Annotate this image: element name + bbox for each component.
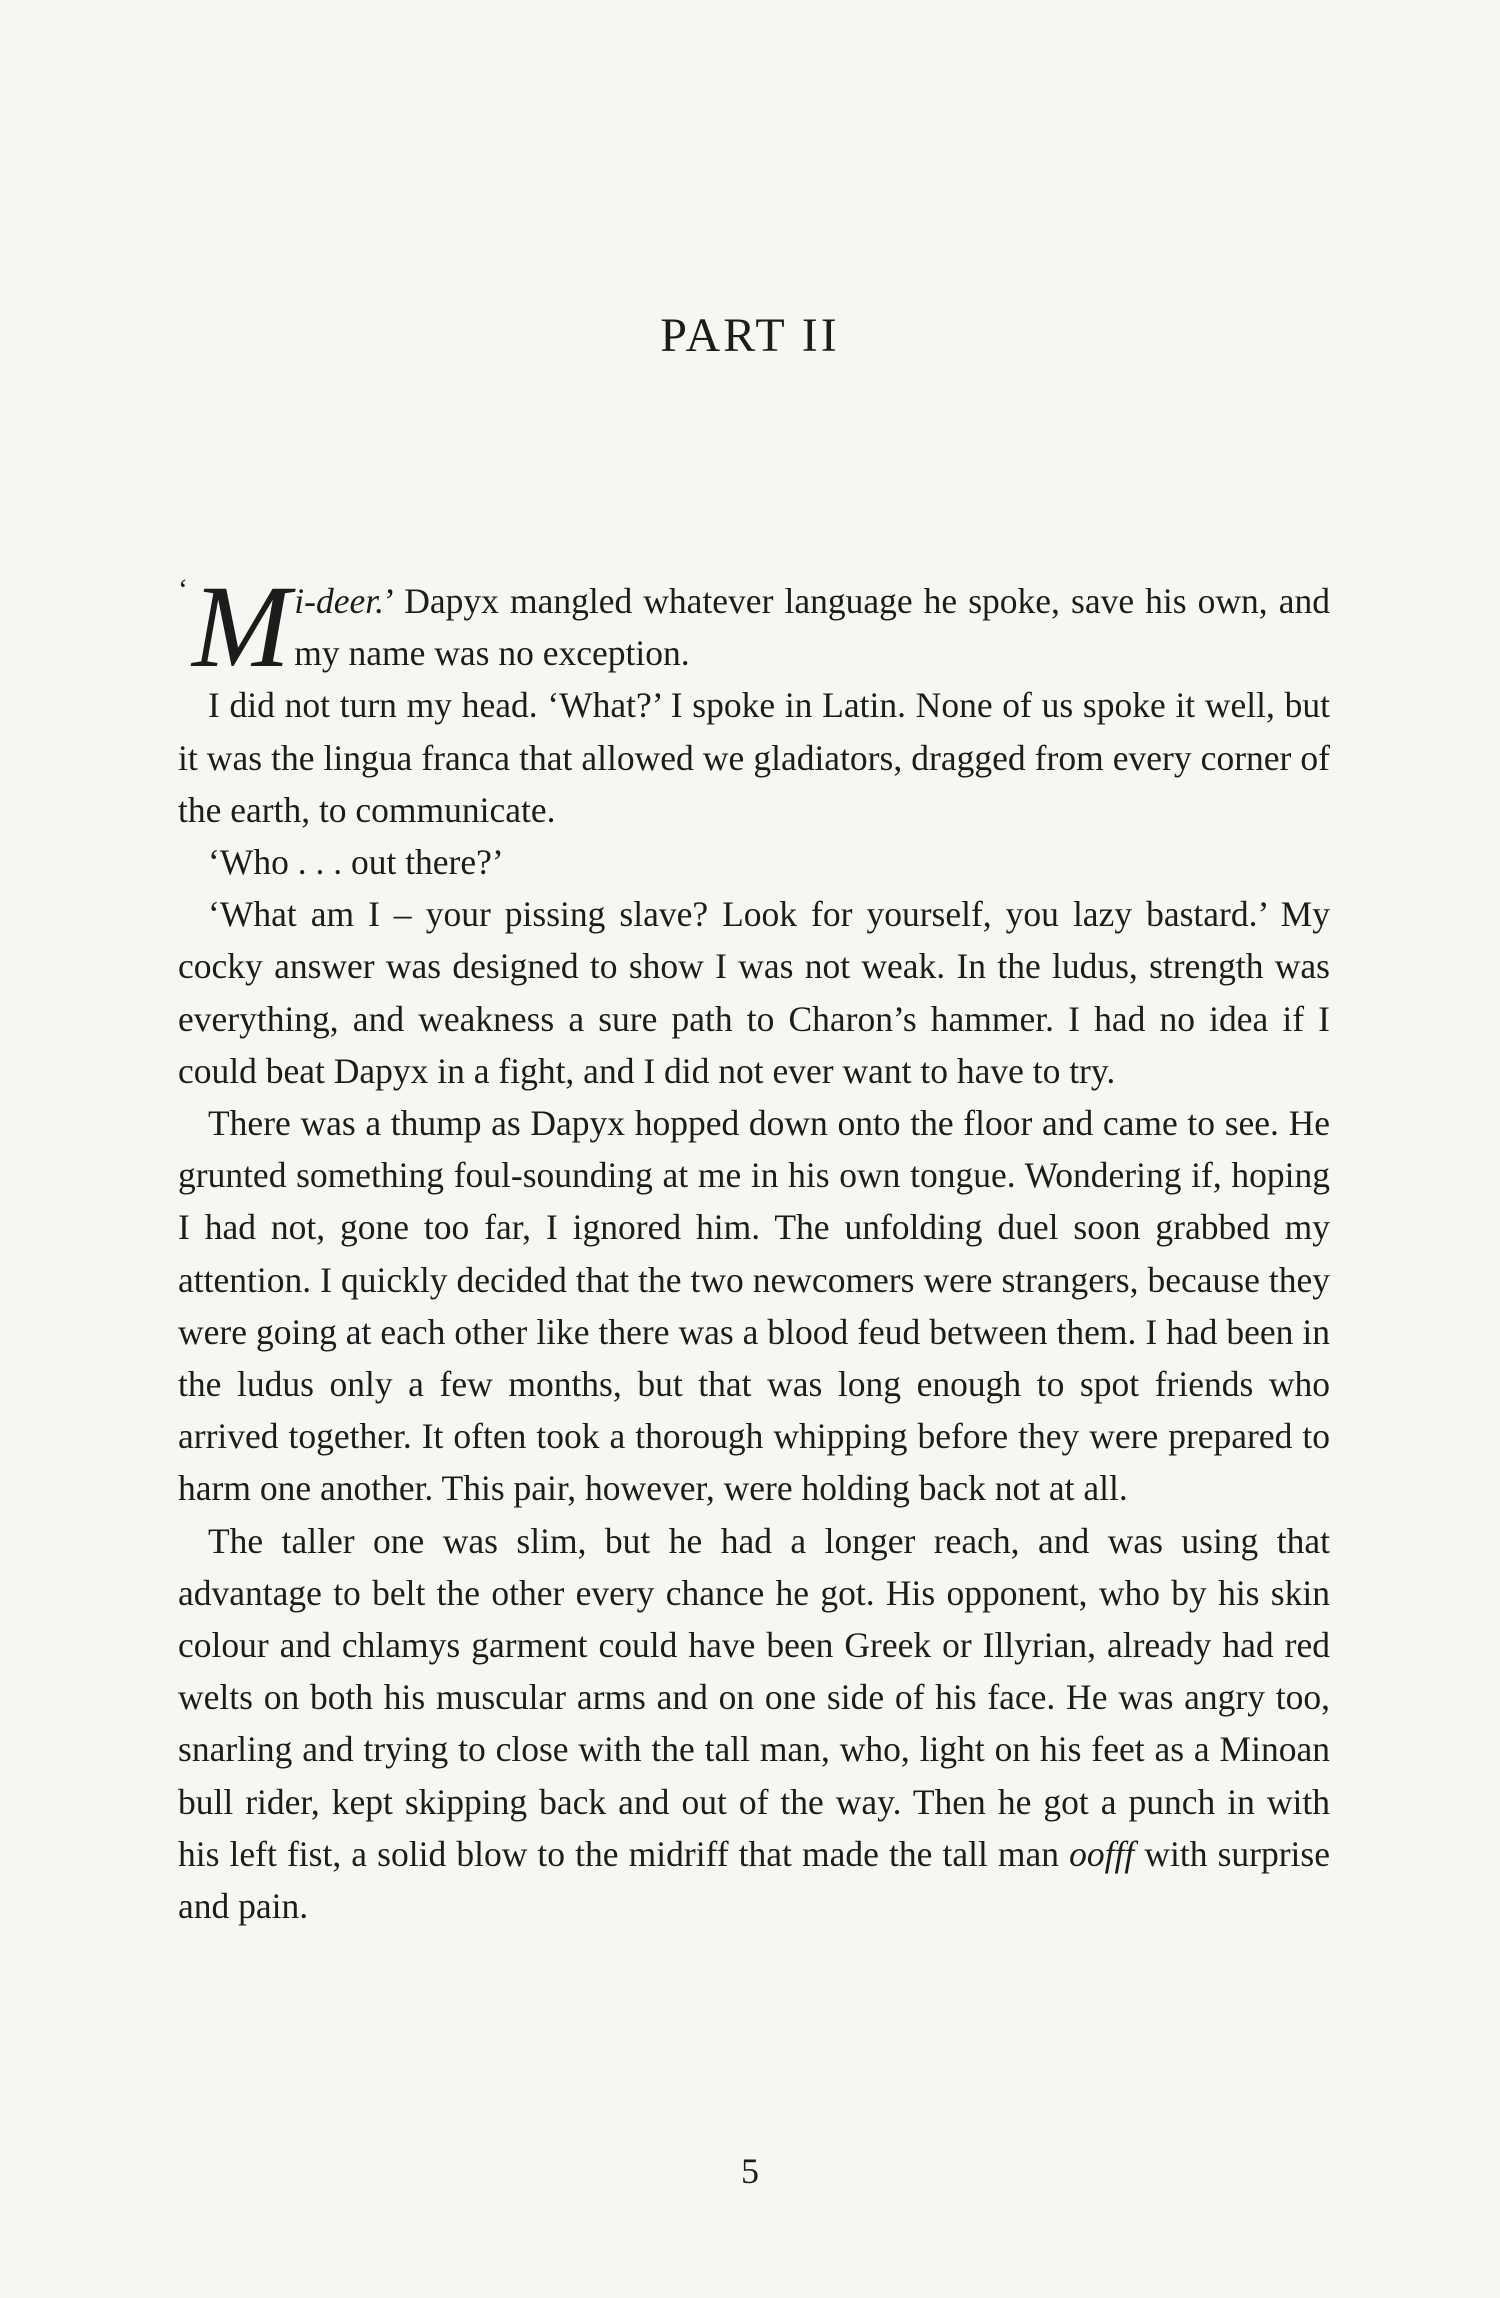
paragraph-5: There was a thump as Dapyx hopped down onto the floor and came to see. He grunted something foul-sounding at me in his own tongue. Wondering if, hoping I had not, gone too far, I ignored him. The unfolding duel soon grabbed my attention. I quickly decided that the two newcomers were strangers, because they were going at each other like there was a blood feud between them. I had been in the ludus only a few months, but that was long enough to spot friends who arrived together. It often took a thorough whipping before they were prepared to harm one another. This pair, however, were holding back not at all. xyxy=(178,1103,1330,1509)
lead-italic-word: i-deer. xyxy=(294,581,385,621)
part-title: PART II xyxy=(660,309,840,362)
paragraph-6-after: with surprise and pain. xyxy=(178,1833,1330,1927)
paragraph-6 xyxy=(178,1515,1330,1933)
paragraph-6-before: The taller one was slim, but he had a longer reach, and was using that advantage to belt the other every chance he got. His opponent, who by his skin colour and chlamys garment could have been Greek or Illyrian, already had red welts on both his muscular arms and on one side of his face. He was angry too, snarling and trying to close with the tall man, who, light on his feet as a Minoan bull rider, kept skipping back and out of the way. Then he got a punch in with his left fist, a solid blow to the midriff that made the tall man xyxy=(178,1520,1330,1874)
paragraph-2: I did not turn my head. ‘What?’ I spoke in Latin. None of us spoke it well, but it was the lingua franca that allowed we gladiators, dragged from every corner of the earth, to communicate. xyxy=(178,685,1330,830)
paragraph-3: ‘Who . . . out there?’ xyxy=(208,842,504,883)
paragraph-6-italic: oofff xyxy=(1069,1833,1135,1874)
paragraph-1-rest: ’ Dapyx mangled whatever language he spoke, save his own, and my name was no exception. xyxy=(294,581,1330,674)
paragraph-1 xyxy=(178,561,1330,692)
opening-quote: ‘ xyxy=(178,573,188,606)
paragraph-4: ‘What am I – your pissing slave? Look for yourself, you lazy bastard.’ My cocky answer was designed to show I was not weak. In the ludus, strength was everything, and weakness a sure path to Charon’s hammer. I had no idea if I could beat Dapyx in a fight, and I did not ever want to have to try. xyxy=(178,894,1330,1091)
page-number: 5 xyxy=(741,2151,759,2191)
body-text xyxy=(178,561,1330,1932)
drop-cap: M xyxy=(192,561,291,692)
